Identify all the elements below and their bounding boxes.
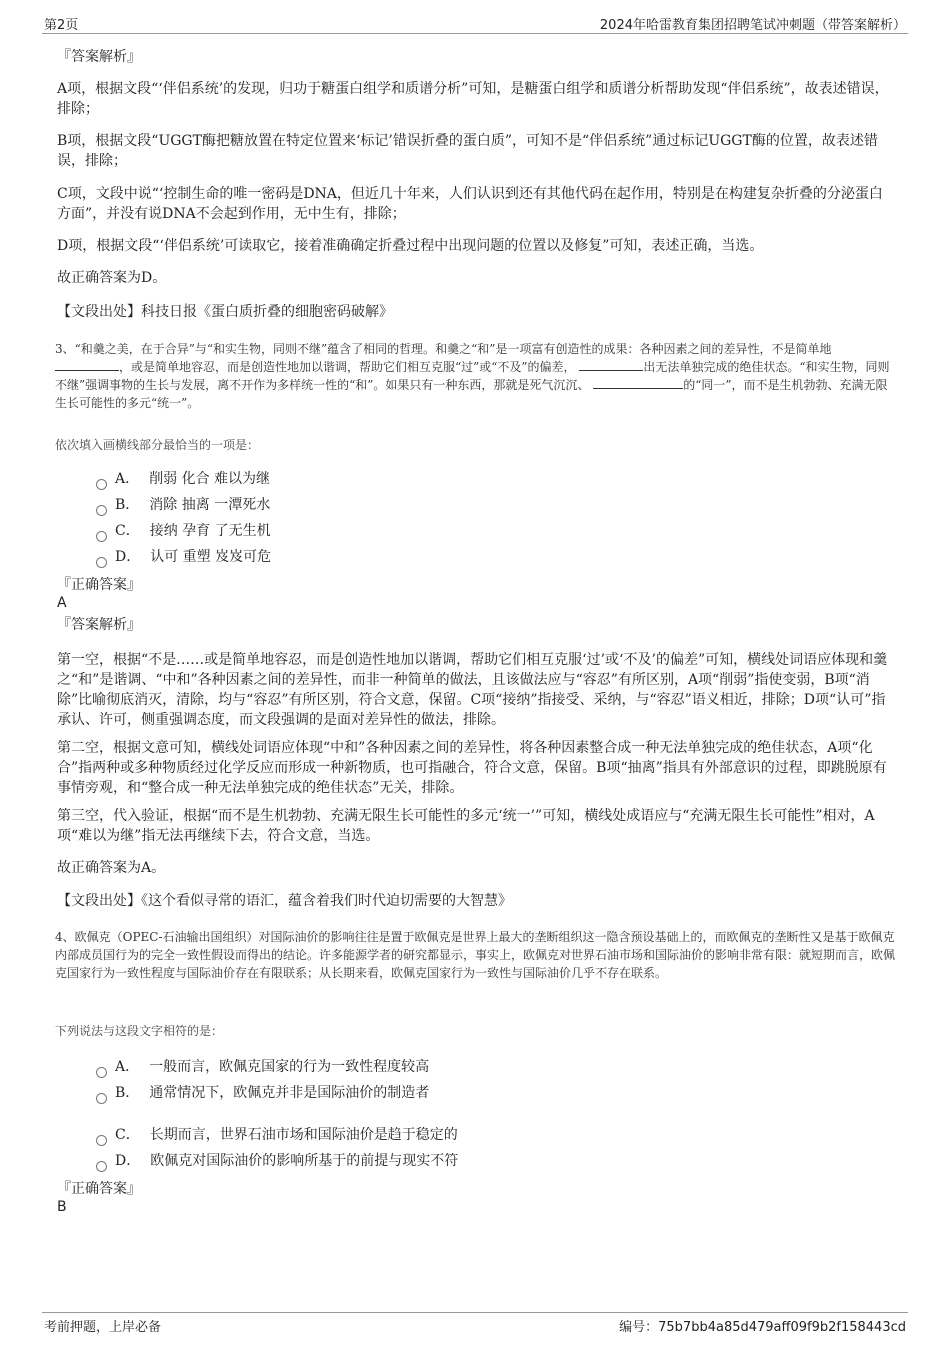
radio-unchecked-icon[interactable] <box>96 505 107 516</box>
source-citation: 【文段出处】科技日报《蛋白质折叠的细胞密码破解》 <box>57 304 393 320</box>
option-c[interactable]: C． 接纳 孕育 了无生机 <box>96 522 271 540</box>
analysis-paragraph: A项，根据文段“‘伴侣系统’的发现，归功于糖蛋白组学和质谱分析”可知，是糖蛋白组学和质谱分析帮助发现“伴侣系统”，故表述错误，排除； <box>57 81 889 117</box>
question-stem: 3、“和羹之美，在于合异”与“和实生物，同则不继”蕴含了相同的哲理。和羹之“和”是一项富有创造性的成果：各种因素之间的差异性，不是简单地 ，或是简单地容忍，而是创造性地加以谐调，帮助它们相互克服“过”或“不及”的偏差， 出无法单独完成的绝佳状态。“和实生物，同则不继”强调事物的生长与发展，离不开作为多样统一性的“和”。如果只有一种东西，那就是死气沉沉、 的“同一”，而不是生机勃勃、充满无限生长可能性的多元“统一”。 <box>55 342 890 410</box>
radio-unchecked-icon[interactable] <box>96 531 107 542</box>
radio-unchecked-icon[interactable] <box>96 1093 107 1104</box>
conclusion: 故正确答案为D。 <box>57 270 167 286</box>
option-d[interactable]: D． 欧佩克对国际油价的影响所基于的前提与现实不符 <box>96 1152 458 1170</box>
correct-answer: B <box>57 1199 67 1215</box>
fill-blank <box>593 376 683 389</box>
fill-blank <box>55 358 119 371</box>
document-title: 2024年哈雷教育集团招聘笔试冲刺题（带答案解析） <box>599 18 906 33</box>
fill-blank <box>579 358 643 371</box>
document-code: 编号：75b7bb4a85d479aff09f9b2f158443cd <box>619 1320 906 1335</box>
analysis-paragraph: C项，文段中说“‘控制生命的唯一密码是DNA，但近几十年来，人们认识到还有其他代码在起作用，特别是在构建复杂折叠的分泌蛋白方面”，并没有说DNA不会起到作用，无中生有，排除； <box>57 186 883 222</box>
radio-unchecked-icon[interactable] <box>96 557 107 568</box>
page-number: 第2页 <box>44 18 79 33</box>
analysis-paragraph: 第三空，代入验证，根据“而不是生机勃勃、充满无限生长可能性的多元‘统一’”可知，横线处成语应与“充满无限生长可能性”相对，A项“难以为继”指无法再继续下去，符合文意，当选。 <box>57 808 875 844</box>
radio-unchecked-icon[interactable] <box>96 1135 107 1146</box>
answer-label: 『正确答案』 <box>57 1181 141 1197</box>
option-d[interactable]: D． 认可 重塑 岌岌可危 <box>96 548 271 566</box>
correct-answer: A <box>57 595 67 611</box>
analysis-paragraph: D项，根据文段“‘伴侣系统’可读取它，接着准确确定折叠过程中出现问题的位置以及修复”可知，表述正确，当选。 <box>57 238 764 254</box>
question-stem: 4、欧佩克（OPEC-石油输出国组织）对国际油价的影响往往是置于欧佩克是世界上最大的垄断组织这一隐含预设基础上的，而欧佩克的垄断性又是基于欧佩克内部成员国行为的完全一致性假设而得出的结论。许多能源学者的研究都显示，事实上，欧佩克对世界石油市场和国际油价的影响非常有限：就短期而言，欧佩克国家行为一致性程度与国际油价存在有限联系；从长期来看，欧佩克国家行为一致性与国际油价几乎不存在联系。 <box>55 930 896 980</box>
option-a[interactable]: A． 削弱 化合 难以为继 <box>96 470 270 488</box>
analysis-label: 『答案解析』 <box>57 617 141 633</box>
option-c[interactable]: C． 长期而言，世界石油市场和国际油价是趋于稳定的 <box>96 1126 458 1144</box>
footer-slogan: 考前押题，上岸必备 <box>44 1320 162 1335</box>
analysis-label: 『答案解析』 <box>57 49 141 65</box>
source-citation: 【文段出处】《这个看似寻常的语汇，蕴含着我们时代迫切需要的大智慧》 <box>57 893 512 909</box>
question-prompt: 下列说法与这段文字相符的是： <box>55 1024 224 1038</box>
radio-unchecked-icon[interactable] <box>96 1161 107 1172</box>
analysis-paragraph: B项，根据文段“UGGT酶把糖放置在特定位置来‘标记’错误折叠的蛋白质”，可知不是“伴侣系统”通过标记UGGT酶的位置，故表述错误，排除； <box>57 133 878 169</box>
option-b[interactable]: B． 通常情况下，欧佩克并非是国际油价的制造者 <box>96 1084 429 1102</box>
radio-unchecked-icon[interactable] <box>96 479 107 490</box>
page-footer <box>42 1312 908 1335</box>
page-header <box>42 13 908 34</box>
analysis-paragraph: 第二空，根据文意可知，横线处词语应体现“中和”各种因素之间的差异性，将各种因素整合成一种无法单独完成的绝佳状态，A项“化合”指两种或多种物质经过化学反应而形成一种新物质，也可指融合，符合文意，保留。B项“抽离”指具有外部意识的过程，即跳脱原有事情旁观，和“整合成一种无法单独完成的绝佳状态”无关，排除。 <box>57 740 887 796</box>
answer-label: 『正确答案』 <box>57 577 141 593</box>
option-b[interactable]: B． 消除 抽离 一潭死水 <box>96 496 270 514</box>
analysis-paragraph: 第一空，根据“不是……或是简单地容忍，而是创造性地加以谐调，帮助它们相互克服‘过’或‘不及’的偏差”可知，横线处词语应体现和羹之“和”是谐调、“中和”各种因素之间的差异性，而非一种简单的做法，且该做法应与“容忍”有所区别，A项“削弱”指使变弱，B项“消除”比喻彻底消灭，清除，均与“容忍”有所区别，符合文意，保留。C项“接纳”指接受、采纳，与“容忍”语义相近，排除；D项“认可”指承认、许可，侧重强调态度，而文段强调的是面对差异性的做法，排除。 <box>57 652 888 728</box>
question-prompt: 依次填入画横线部分最恰当的一项是： <box>55 438 260 452</box>
radio-unchecked-icon[interactable] <box>96 1067 107 1078</box>
conclusion: 故正确答案为A。 <box>57 860 166 876</box>
option-a[interactable]: A． 一般而言，欧佩克国家的行为一致性程度较高 <box>96 1058 429 1076</box>
